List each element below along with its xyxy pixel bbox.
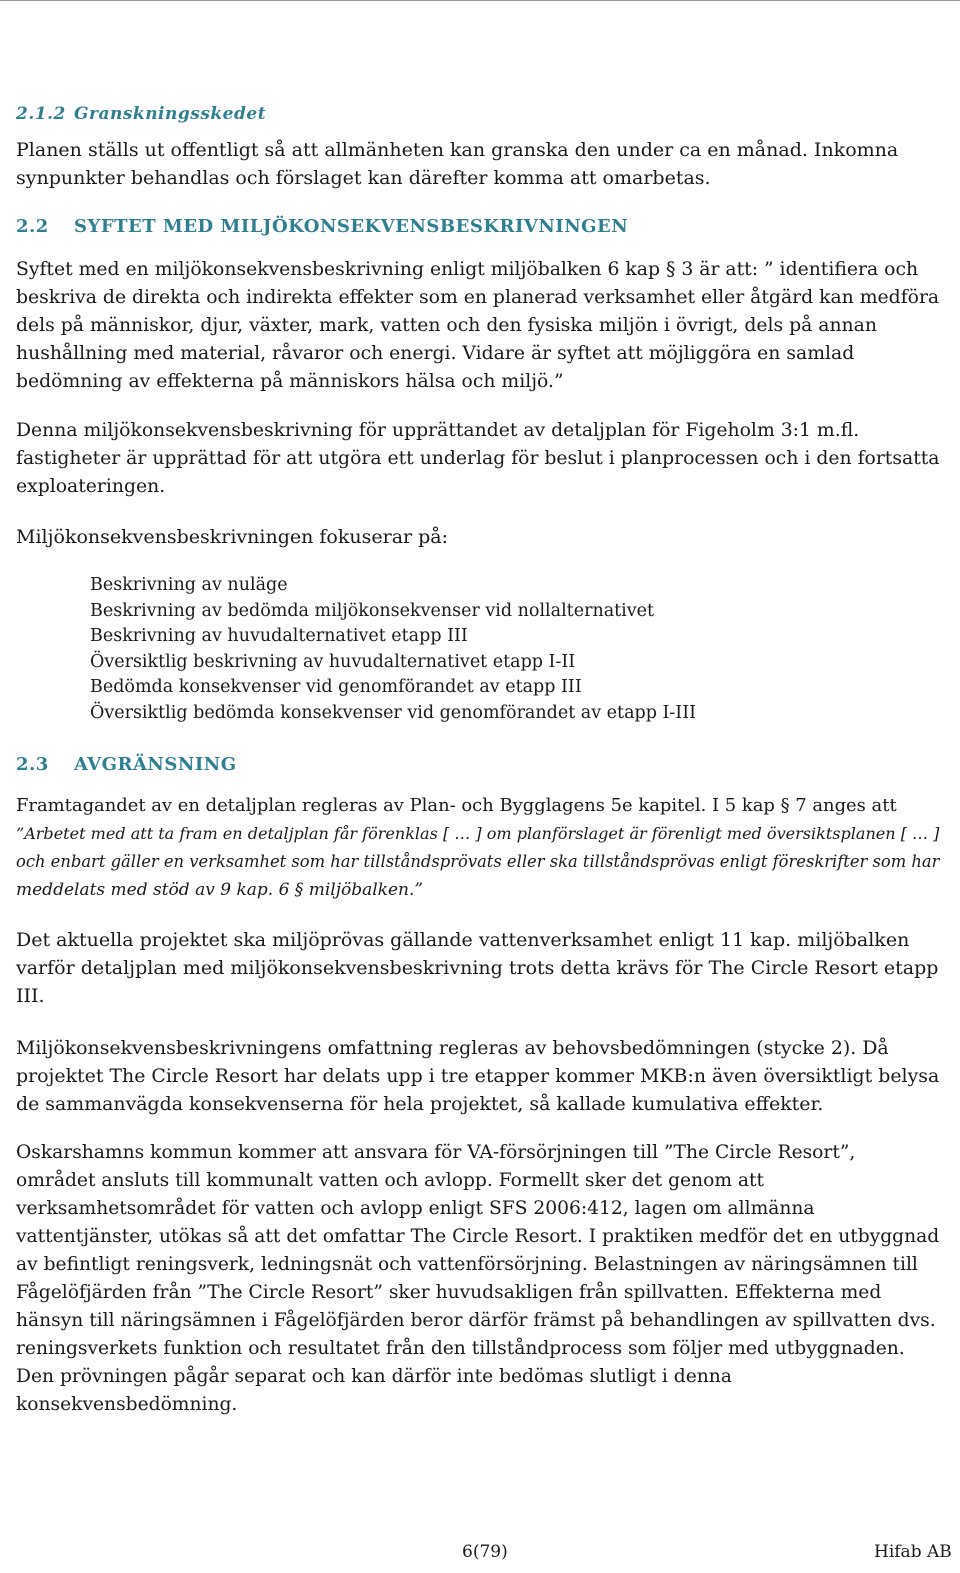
section-number: 2.1.2: [16, 104, 66, 124]
company-name: Hifab AB: [874, 1542, 952, 1562]
list-item: Beskrivning av huvudalternativet etapp III: [90, 626, 468, 647]
purpose-paragraph: [16, 256, 939, 396]
list-item: Beskrivning av bedömda miljökonsekvenser vid nollalternativet: [90, 600, 655, 621]
text-line: beskriva de direkta och indirekta effekter som en planerad verksamhet eller åtgärd kan medföra: [16, 287, 940, 308]
quote-line: meddelats med stöd av 9 kap. 6 § miljöbalken.”: [16, 880, 424, 900]
section-title: Granskningsskedet: [74, 104, 267, 124]
va-paragraph: [16, 1139, 939, 1419]
quote-line: ”Arbetet med att ta fram en detaljplan får förenklas [ … ] om planförslaget är förenligt med översiktsplanen [ … ]: [16, 824, 940, 843]
text-line: reningsverkets funktion och resultatet från den tillståndprocess som följer med utbyggnaden.: [16, 1338, 905, 1359]
text-line: vattentjänster, utökas så att det omfattar The Circle Resort. I praktiken medför det en utbyggnad: [16, 1226, 940, 1247]
quote-line: och enbart gäller en verksamhet som har tillståndsprövats eller ska tillståndsprövas enligt föreskrifter som har: [16, 852, 940, 871]
focus-intro: Miljökonsekvensbeskrivningen fokuserar på:: [16, 526, 449, 548]
text-line: hushållning med material, råvaror och energi. Vidare är syftet att möjliggöra en samlad: [16, 343, 855, 364]
text-line: Denna miljökonsekvensbeskrivning för upprättandet av detaljplan för Figeholm 3:1 m.fl.: [16, 420, 860, 441]
text-line: av befintligt reningsverk, ledningsnät och vattenförsörjning. Belastningen av näringsämnen till: [16, 1254, 918, 1275]
section-number: 2.2: [16, 216, 49, 237]
scope-paragraph: [16, 417, 939, 501]
list-item: Översiktlig bedömda konsekvenser vid genomförandet av etapp I-III: [90, 702, 697, 723]
text-line: dels på människor, djur, växter, mark, vatten och den fysiska miljön i övrigt, dels på annan: [16, 315, 877, 336]
limit-paragraph: [16, 792, 939, 904]
intro-paragraph: [16, 136, 898, 192]
text-line: Det aktuella projektet ska miljöprövas gällande vattenverksamhet enligt 11 kap. miljöbalken: [16, 929, 910, 951]
text-line: Syftet med en miljökonsekvensbeskrivning enligt miljöbalken 6 kap § 3 är att: ” identifiera och: [16, 259, 919, 280]
page-number: 6(79): [462, 1542, 508, 1562]
text-line: synpunkter behandlas och förslaget kan därefter komma att omarbetas.: [16, 167, 711, 189]
text-line: området ansluts till kommunalt vatten och avlopp. Formellt sker det genom att: [16, 1170, 765, 1191]
section-heading-2-3: [16, 754, 237, 775]
text-line: Oskarshamns kommun kommer att ansvara för VA-försörjningen till ”The Circle Resort”,: [16, 1142, 856, 1163]
text-line: fastigheter är upprättad för att utgöra ett underlag för beslut i planprocessen och i den fortsatta: [16, 448, 940, 469]
list-item: Översiktlig beskrivning av huvudalternativet etapp I-II: [90, 651, 576, 672]
section-heading-2-1-2: [16, 104, 266, 124]
text-line: konsekvensbedömning.: [16, 1394, 238, 1415]
text-line: exploateringen.: [16, 476, 166, 497]
text-line: Fågelöfjärden från ”The Circle Resort” sker huvudsakligen från spillvatten. Effekterna med: [16, 1282, 882, 1303]
text-line: III.: [16, 985, 45, 1007]
text-line: hänsyn till näringsämnen i Fågelöfjärden beror därför främst på behandlingen av spillvatten dvs.: [16, 1310, 936, 1331]
text-line: Planen ställs ut offentligt så att allmänheten kan granska den under ca en månad. Inkomna: [16, 139, 899, 161]
text-line: projektet The Circle Resort har delats upp i tre etapper kommer MKB:n även översiktligt belysa: [16, 1065, 940, 1087]
section-title: SYFTET MED MILJÖKONSEKVENSBESKRIVNINGEN: [74, 216, 629, 237]
text-line: de sammanvägda konsekvenserna för hela projektet, så kallade kumulativa effekter.: [16, 1093, 824, 1115]
text-line: verksamhetsområdet för vatten och avlopp enligt SFS 2006:412, lagen om allmänna: [16, 1198, 815, 1219]
text-line: Miljökonsekvensbeskrivningens omfattning regleras av behovsbedömningen (stycke 2). Då: [16, 1037, 889, 1059]
text-line: varför detaljplan med miljökonsekvensbeskrivning trots detta krävs för The Circle Resort etapp: [16, 957, 939, 979]
list-item: Beskrivning av nuläge: [90, 575, 288, 595]
section-title: AVGRÄNSNING: [74, 754, 237, 775]
text-line: Framtagandet av en detaljplan regleras av Plan- och Bygglagens 5e kapitel. I 5 kap § 7 anges att: [16, 795, 897, 816]
list-item: Bedömda konsekvenser vid genomförandet av etapp III: [90, 677, 582, 698]
project-paragraph: [16, 926, 938, 1010]
extent-paragraph: [16, 1034, 939, 1118]
section-number: 2.3: [16, 754, 49, 775]
text-line: Den prövningen pågår separat och kan därför inte bedömas slutligt i denna: [16, 1366, 732, 1387]
section-heading-2-2: [16, 216, 628, 237]
text-line: bedömning av effekterna på människors hälsa och miljö.”: [16, 371, 564, 392]
focus-list: [90, 573, 696, 727]
header-rule: [0, 0, 960, 1]
